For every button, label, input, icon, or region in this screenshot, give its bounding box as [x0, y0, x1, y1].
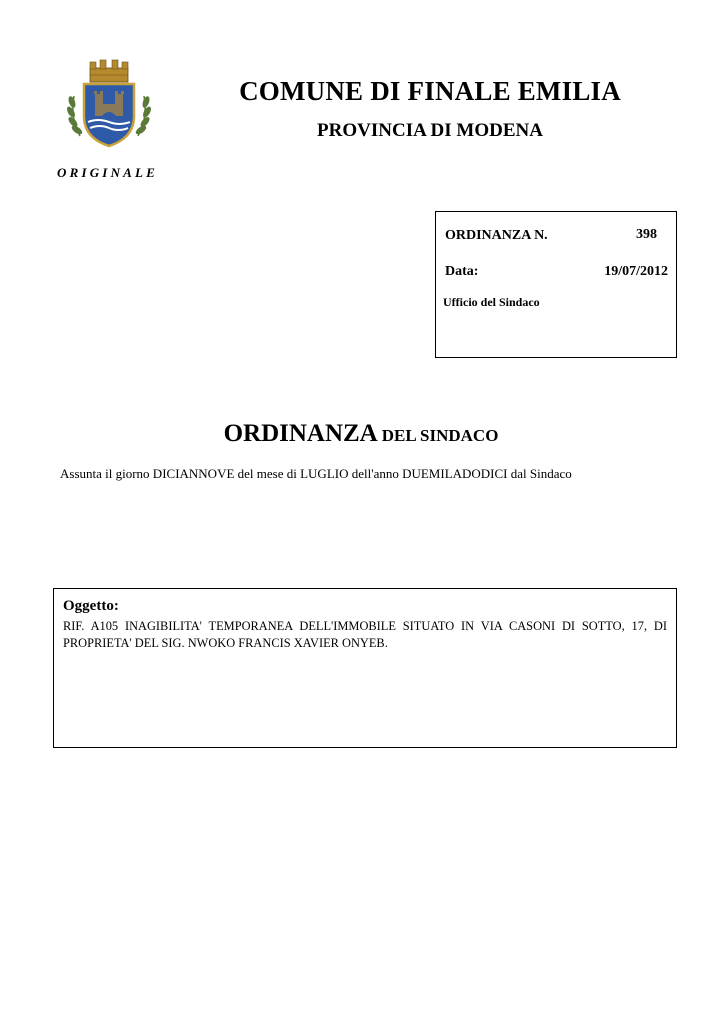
crown-icon [90, 60, 128, 82]
ordinanza-number-label: ORDINANZA N. [445, 228, 548, 243]
document-title [0, 420, 722, 448]
oggetto-label: Oggetto: [63, 598, 119, 614]
ordinanza-info-box [435, 211, 677, 358]
document-title-sub: DEL SINDACO [381, 426, 499, 445]
office-label: Ufficio del Sindaco [443, 295, 540, 309]
comune-title: COMUNE DI FINALE EMILIA [239, 76, 621, 106]
laurel-branch-right [134, 95, 152, 136]
date-label: Data: [445, 264, 479, 279]
laurel-branch-left [65, 95, 83, 136]
municipal-crest-icon [62, 58, 156, 154]
assunta-statement: Assunta il giorno DICIANNOVE del mese di LUGLIO dell'anno DUEMILADODICI dal Sindaco [60, 466, 572, 481]
provincia-subtitle: PROVINCIA DI MODENA [317, 120, 543, 141]
originale-label: ORIGINALE [57, 165, 159, 180]
date-value: 19/07/2012 [604, 264, 668, 279]
oggetto-text: RIF. A105 INAGIBILITA' TEMPORANEA DELL'IMMOBILE SITUATO IN VIA CASONI DI SOTTO, 17, DI PROPRIETA' DEL SIG. NWOKO FRANCIS XAVIER ONYEB. [63, 619, 667, 650]
oggetto-box [53, 588, 677, 748]
ordinanza-number-value: 398 [636, 227, 657, 242]
document-title-main: ORDINANZA [223, 420, 378, 447]
shield-icon [84, 84, 134, 146]
